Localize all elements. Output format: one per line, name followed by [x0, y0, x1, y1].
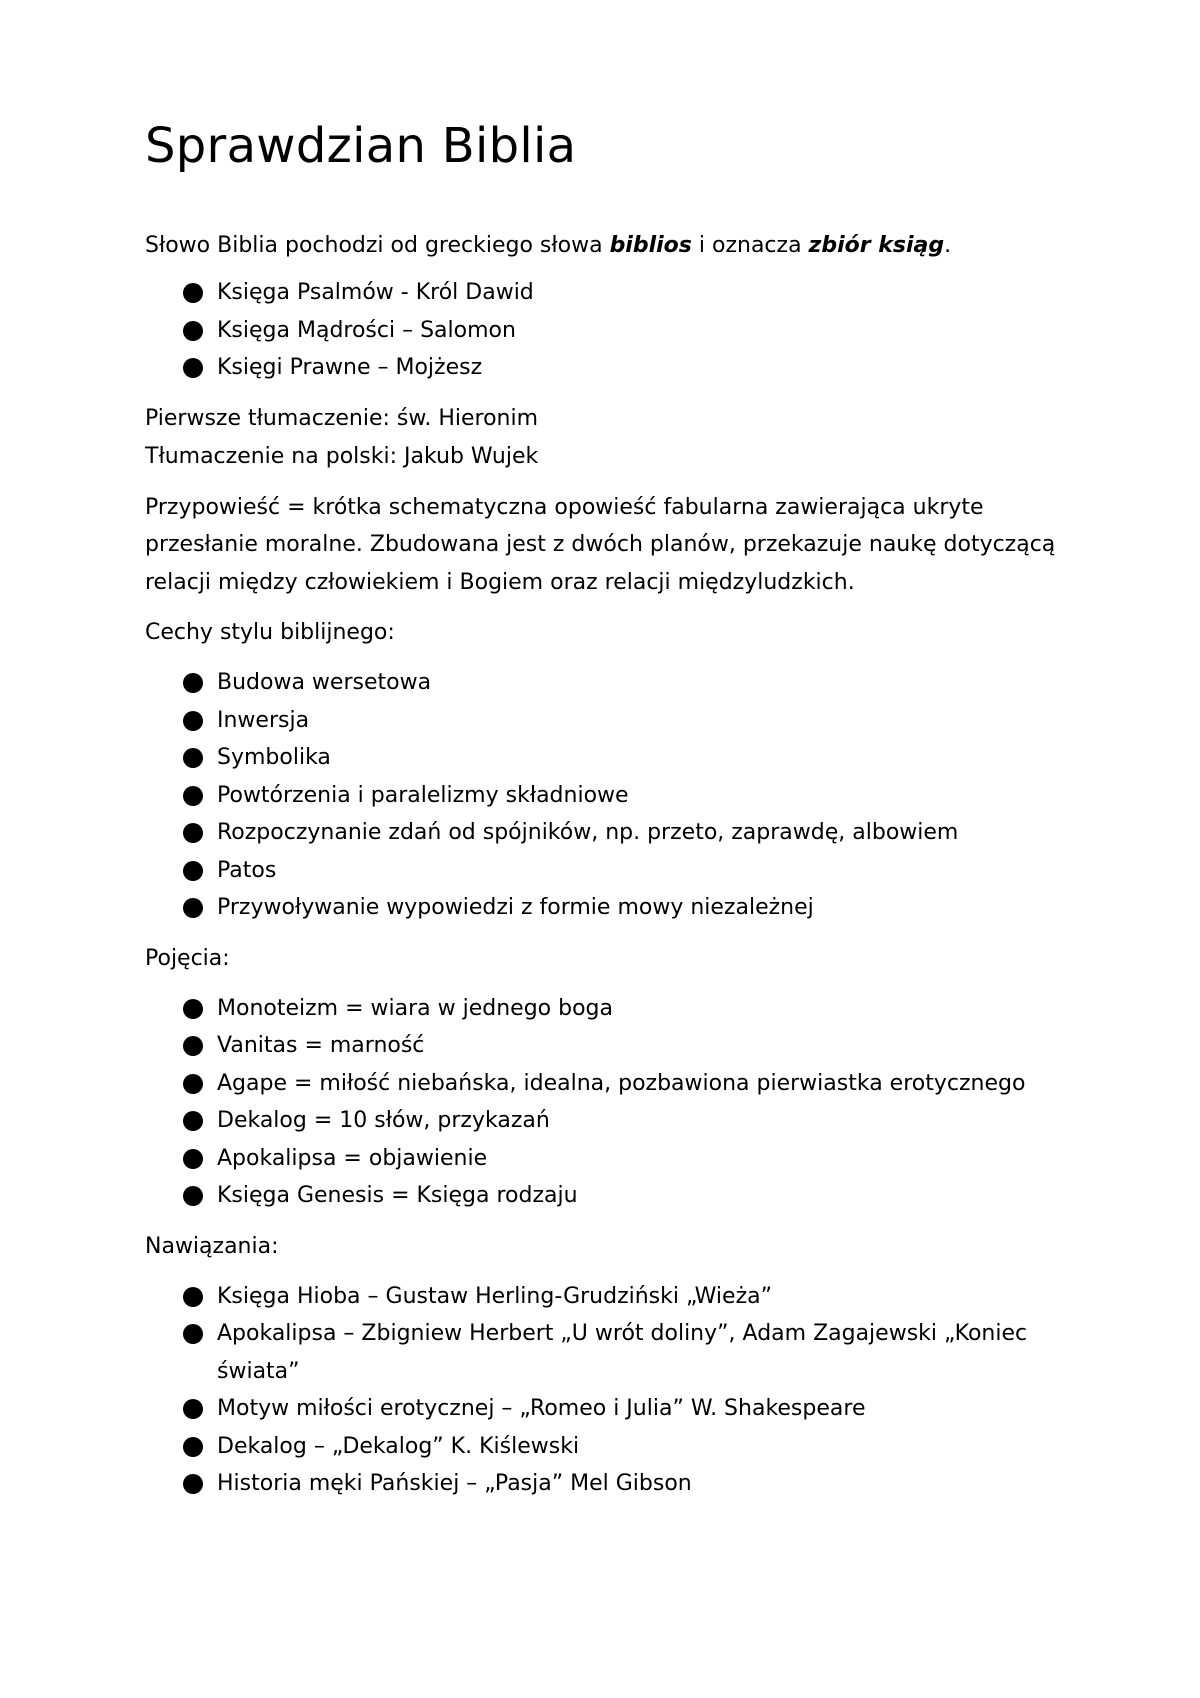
- list-item: Księgi Prawne – Mojżesz: [183, 349, 1085, 387]
- intro-meaning: zbiór ksiąg: [808, 233, 945, 258]
- intro-text-after: .: [944, 233, 952, 258]
- bullet-icon: [183, 673, 203, 693]
- bullet-icon: [183, 711, 203, 731]
- list-item: Inwersja: [183, 702, 1085, 740]
- bullet-icon: [183, 1149, 203, 1169]
- list-item: Budowa wersetowa: [183, 664, 1085, 702]
- bullet-icon: [183, 748, 203, 768]
- bullet-icon: [183, 283, 203, 303]
- bullet-icon: [183, 786, 203, 806]
- concepts-list: [145, 990, 1085, 1215]
- list-item: Historia męki Pańskiej – „Pasja” Mel Gibson: [183, 1465, 1085, 1503]
- intro-paragraph: [145, 227, 1085, 265]
- bullet-icon: [183, 1399, 203, 1419]
- bullet-icon: [183, 1287, 203, 1307]
- list-item: Powtórzenia i paralelizmy składniowe: [183, 777, 1085, 815]
- concepts-heading: Pojęcia:: [145, 945, 230, 971]
- bullet-icon: [183, 1074, 203, 1094]
- translation-line: Tłumaczenie na polski: Jakub Wujek: [145, 443, 539, 469]
- list-item: Agape = miłość niebańska, idealna, pozbawiona pierwiastka erotycznego: [183, 1065, 1085, 1103]
- list-item: Patos: [183, 852, 1085, 890]
- translation-line: Pierwsze tłumaczenie: św. Hieronim: [145, 405, 539, 431]
- list-item: Księga Psalmów - Król Dawid: [183, 274, 1085, 312]
- bullet-icon: [183, 1324, 203, 1344]
- list-item: Księga Genesis = Księga rodzaju: [183, 1177, 1085, 1215]
- bullet-icon: [183, 1437, 203, 1457]
- list-item: Apokalipsa – Zbigniew Herbert „U wrót doliny”, Adam Zagajewski „Koniec świata”: [183, 1315, 1085, 1390]
- bullet-icon: [183, 898, 203, 918]
- list-item: Księga Hioba – Gustaw Herling-Grudziński „Wieża”: [183, 1278, 1085, 1316]
- references-heading: Nawiązania:: [145, 1233, 279, 1259]
- parable-paragraph: Przypowieść = krótka schematyczna opowieść fabularna zawierająca ukryte przesłanie moralne. Zbudowana jest z dwóch planów, przekazuje naukę dotyczącą relacji między człowiekiem i Bogiem oraz relacji międzyludzkich.: [145, 494, 1056, 595]
- list-item: Vanitas = marność: [183, 1027, 1085, 1065]
- list-item: Symbolika: [183, 739, 1085, 777]
- list-item: Dekalog – „Dekalog” K. Kiślewski: [183, 1428, 1085, 1466]
- bullet-icon: [183, 321, 203, 341]
- bullet-icon: [183, 1474, 203, 1494]
- bullet-icon: [183, 1111, 203, 1131]
- list-item: Rozpoczynanie zdań od spójników, np. przeto, zaprawdę, albowiem: [183, 814, 1085, 852]
- style-heading: Cechy stylu biblijnego:: [145, 620, 395, 645]
- list-item: Motyw miłości erotycznej – „Romeo i Julia” W. Shakespeare: [183, 1390, 1085, 1428]
- intro-text-middle: i oznacza: [691, 233, 809, 258]
- bullet-icon: [183, 1036, 203, 1056]
- list-item: Apokalipsa = objawienie: [183, 1140, 1085, 1178]
- bullet-icon: [183, 358, 203, 378]
- bullet-icon: [183, 861, 203, 881]
- list-item: Księga Mądrości – Salomon: [183, 312, 1085, 350]
- bullet-icon: [183, 823, 203, 843]
- references-list: [145, 1278, 1085, 1503]
- books-list: [145, 274, 1085, 387]
- style-features-list: [145, 664, 1085, 927]
- translations-block: [145, 400, 1085, 476]
- list-item: Przywoływanie wypowiedzi z formie mowy niezależnej: [183, 889, 1085, 927]
- page-title: Sprawdzian Biblia: [145, 118, 577, 174]
- intro-text-before: Słowo Biblia pochodzi od greckiego słowa: [145, 233, 610, 258]
- list-item: Monoteizm = wiara w jednego boga: [183, 990, 1085, 1028]
- intro-term: biblios: [609, 233, 692, 258]
- bullet-icon: [183, 999, 203, 1019]
- list-item: Dekalog = 10 słów, przykazań: [183, 1102, 1085, 1140]
- bullet-icon: [183, 1186, 203, 1206]
- document-content: [145, 115, 1085, 1503]
